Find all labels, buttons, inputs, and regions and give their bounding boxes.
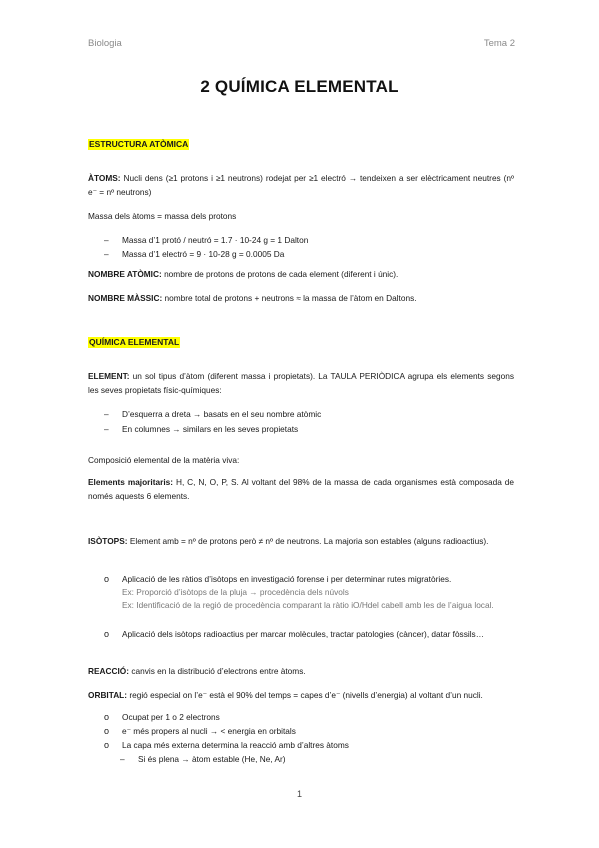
list-item: o La capa més externa determina la reacció amb d’altres àtoms bbox=[104, 740, 349, 750]
dash-bullet-icon: – bbox=[120, 754, 125, 764]
section-heading-elemental-chemistry bbox=[88, 336, 514, 350]
list-item: o Ocupat per 1 o 2 electrons bbox=[104, 712, 220, 722]
dash-bullet-icon: – bbox=[104, 249, 109, 259]
term-label: ISÒTOPS: bbox=[88, 536, 128, 546]
atoms-paragraph bbox=[88, 172, 514, 199]
document-page: Biologia Tema 2 2 QUÍMICA ELEMENTAL ESTRUCTURA ATÒMICA ÀTOMS: Nucli dens (≥1 protons i ≥1 neutrons) rodejat per ≥1 electró → tendeixen a ser elèctricament neutres (nº e⁻ = nº neutrons) Massa dels àtoms = massa dels protons – Massa d’1 protó / neutró = 1.7 · 10-24 g = 1 Dalton – Massa d’1 electró = 9 · 10-28 g = 0.0005 Da NOMBRE ATÒMIC: nombre de protons de protons de cada element (diferent i únic). NOMBRE MÀSSIC: nombre total de protons + neutrons ≈ la massa de l’àtom en Daltons. QUÍMICA ELEMENTAL ELEMENT: un sol tipus d’àtom (diferent massa i propietats). La TAULA PERIÒDICA agrupa els elements segons les seves propietats físic-químiques: – D’esquerra a dreta → basats en el seu nombre atòmic – En columnes → similars en les seves propietats Composició elemental de la matèria viva: Elements majoritaris: H, C, N, O, P, S. Al voltant del 98% de la massa de cada organismes està composada de només aquests 6 elements. ISÒTOPS: Element amb = nº de protons però ≠ nº de neutrons. La majoria son estables (alguns radioactius). o Aplicació de les ràtios d’isòtops en investigació forense i per determinar rutes migratòries. Ex: Proporció d’isòtops de la pluja → procedència dels núvols Ex: Identificació de la regió de procedència comparant la ràtio iO/Hdel cabell amb les de l’aigua local. o Aplicació dels isòtops radioactius per marcar molècules, tractar patologies (càncer), datar fòssils… REACCIÓ: canvis en la distribució d’electrons entre àtoms. ORBITAL: regió especial on l’e⁻ està el 90% del temps = capes d’e⁻ (nivells d’energia) al voltant d’un nucli. o Ocupat per 1 o 2 electrons o e⁻ més propers al nucli → < energia en orbitals o La capa més externa determina la reacció amb d’altres àtoms – Si és plena → àtom estable (He, Ne, Ar) 1 bbox=[0, 0, 599, 848]
circle-bullet-icon: o bbox=[104, 726, 110, 736]
circle-bullet-icon: o bbox=[104, 712, 110, 722]
term-label: NOMBRE ATÒMIC: bbox=[88, 269, 162, 279]
dash-bullet-icon: – bbox=[104, 235, 109, 245]
mass-number-paragraph bbox=[88, 292, 514, 306]
term-definition: nombre total de protons + neutrons ≈ la massa de l’àtom en Daltons. bbox=[164, 293, 417, 303]
element-paragraph bbox=[88, 370, 514, 397]
term-label: ORBITAL: bbox=[88, 690, 128, 700]
section-heading-atomic-structure bbox=[88, 138, 514, 152]
circle-bullet-icon: o bbox=[104, 574, 110, 584]
mass-line: Massa dels àtoms = massa dels protons bbox=[88, 211, 237, 221]
term-definition: nombre de protons de protons de cada element (diferent i únic). bbox=[164, 269, 399, 279]
term-definition: un sol tipus d’àtom (diferent massa i propietats). La TAULA PERIÒDICA agrupa els elements segons les seves propietats físic-químiques: bbox=[88, 371, 514, 395]
header-subject: Biologia bbox=[88, 38, 122, 49]
example-text: Ex: Identificació de la regió de procedència comparant la ràtio iO/Hdel cabell amb les de l’aigua local. bbox=[122, 600, 494, 610]
page-title: 2 QUÍMICA ELEMENTAL bbox=[200, 77, 399, 96]
page-number: 1 bbox=[296, 789, 302, 799]
circle-bullet-icon: o bbox=[104, 629, 110, 639]
list-item: o e⁻ més propers al nucli → < energia en orbitals bbox=[104, 726, 296, 736]
major-elements-paragraph bbox=[88, 476, 514, 503]
example-text: Ex: Proporció d’isòtops de la pluja → procedència dels núvols bbox=[122, 587, 349, 597]
term-label: ELEMENT: bbox=[88, 371, 130, 381]
isotopes-paragraph bbox=[88, 535, 514, 549]
list-item: o Aplicació dels isòtops radioactius per marcar molècules, tractar patologies (càncer), datar fòssils… bbox=[104, 629, 484, 639]
term-label: ÀTOMS: bbox=[88, 173, 121, 183]
atomic-number-paragraph bbox=[88, 268, 514, 282]
term-definition: H, C, N, O, P, S. Al voltant del 98% de la massa de cada organismes està composada de només aquests 6 elements. bbox=[88, 477, 515, 501]
list-item: o Aplicació de les ràtios d’isòtops en investigació forense i per determinar rutes migratòries. Ex: Proporció d’isòtops de la pluja → procedència dels núvols Ex: Identificació de la regió de procedència comparant la ràtio iO/Hdel cabell amb les de l’aigua local. bbox=[104, 573, 514, 612]
orbital-paragraph bbox=[88, 689, 514, 703]
term-definition: canvis en la distribució d’electrons entre àtoms. bbox=[131, 666, 306, 676]
term-label: Elements majoritaris: bbox=[88, 477, 174, 487]
circle-bullet-icon: o bbox=[104, 740, 110, 750]
term-definition: Nucli dens (≥1 protons i ≥1 neutrons) rodejat per ≥1 electró → tendeixen a ser elèctricament neutres (nº e⁻ = nº neutrons) bbox=[88, 173, 515, 197]
header-topic: Tema 2 bbox=[483, 38, 515, 49]
term-label: REACCIÓ: bbox=[88, 666, 130, 676]
dash-bullet-icon: – bbox=[104, 424, 109, 434]
term-definition: regió especial on l’e⁻ està el 90% del temps = capes d’e⁻ (nivells d’energia) al voltant d’un nucli. bbox=[129, 690, 483, 700]
composition-line: Composició elemental de la matèria viva: bbox=[88, 455, 240, 465]
term-label: NOMBRE MÀSSIC: bbox=[88, 293, 163, 303]
reaction-paragraph bbox=[88, 665, 514, 679]
highlighted-heading: QUÍMICA ELEMENTAL bbox=[89, 337, 180, 347]
highlighted-heading: ESTRUCTURA ATÒMICA bbox=[89, 139, 189, 149]
term-definition: Element amb = nº de protons però ≠ nº de neutrons. La majoria son estables (alguns radioactius). bbox=[129, 536, 489, 546]
dash-bullet-icon: – bbox=[104, 409, 109, 419]
